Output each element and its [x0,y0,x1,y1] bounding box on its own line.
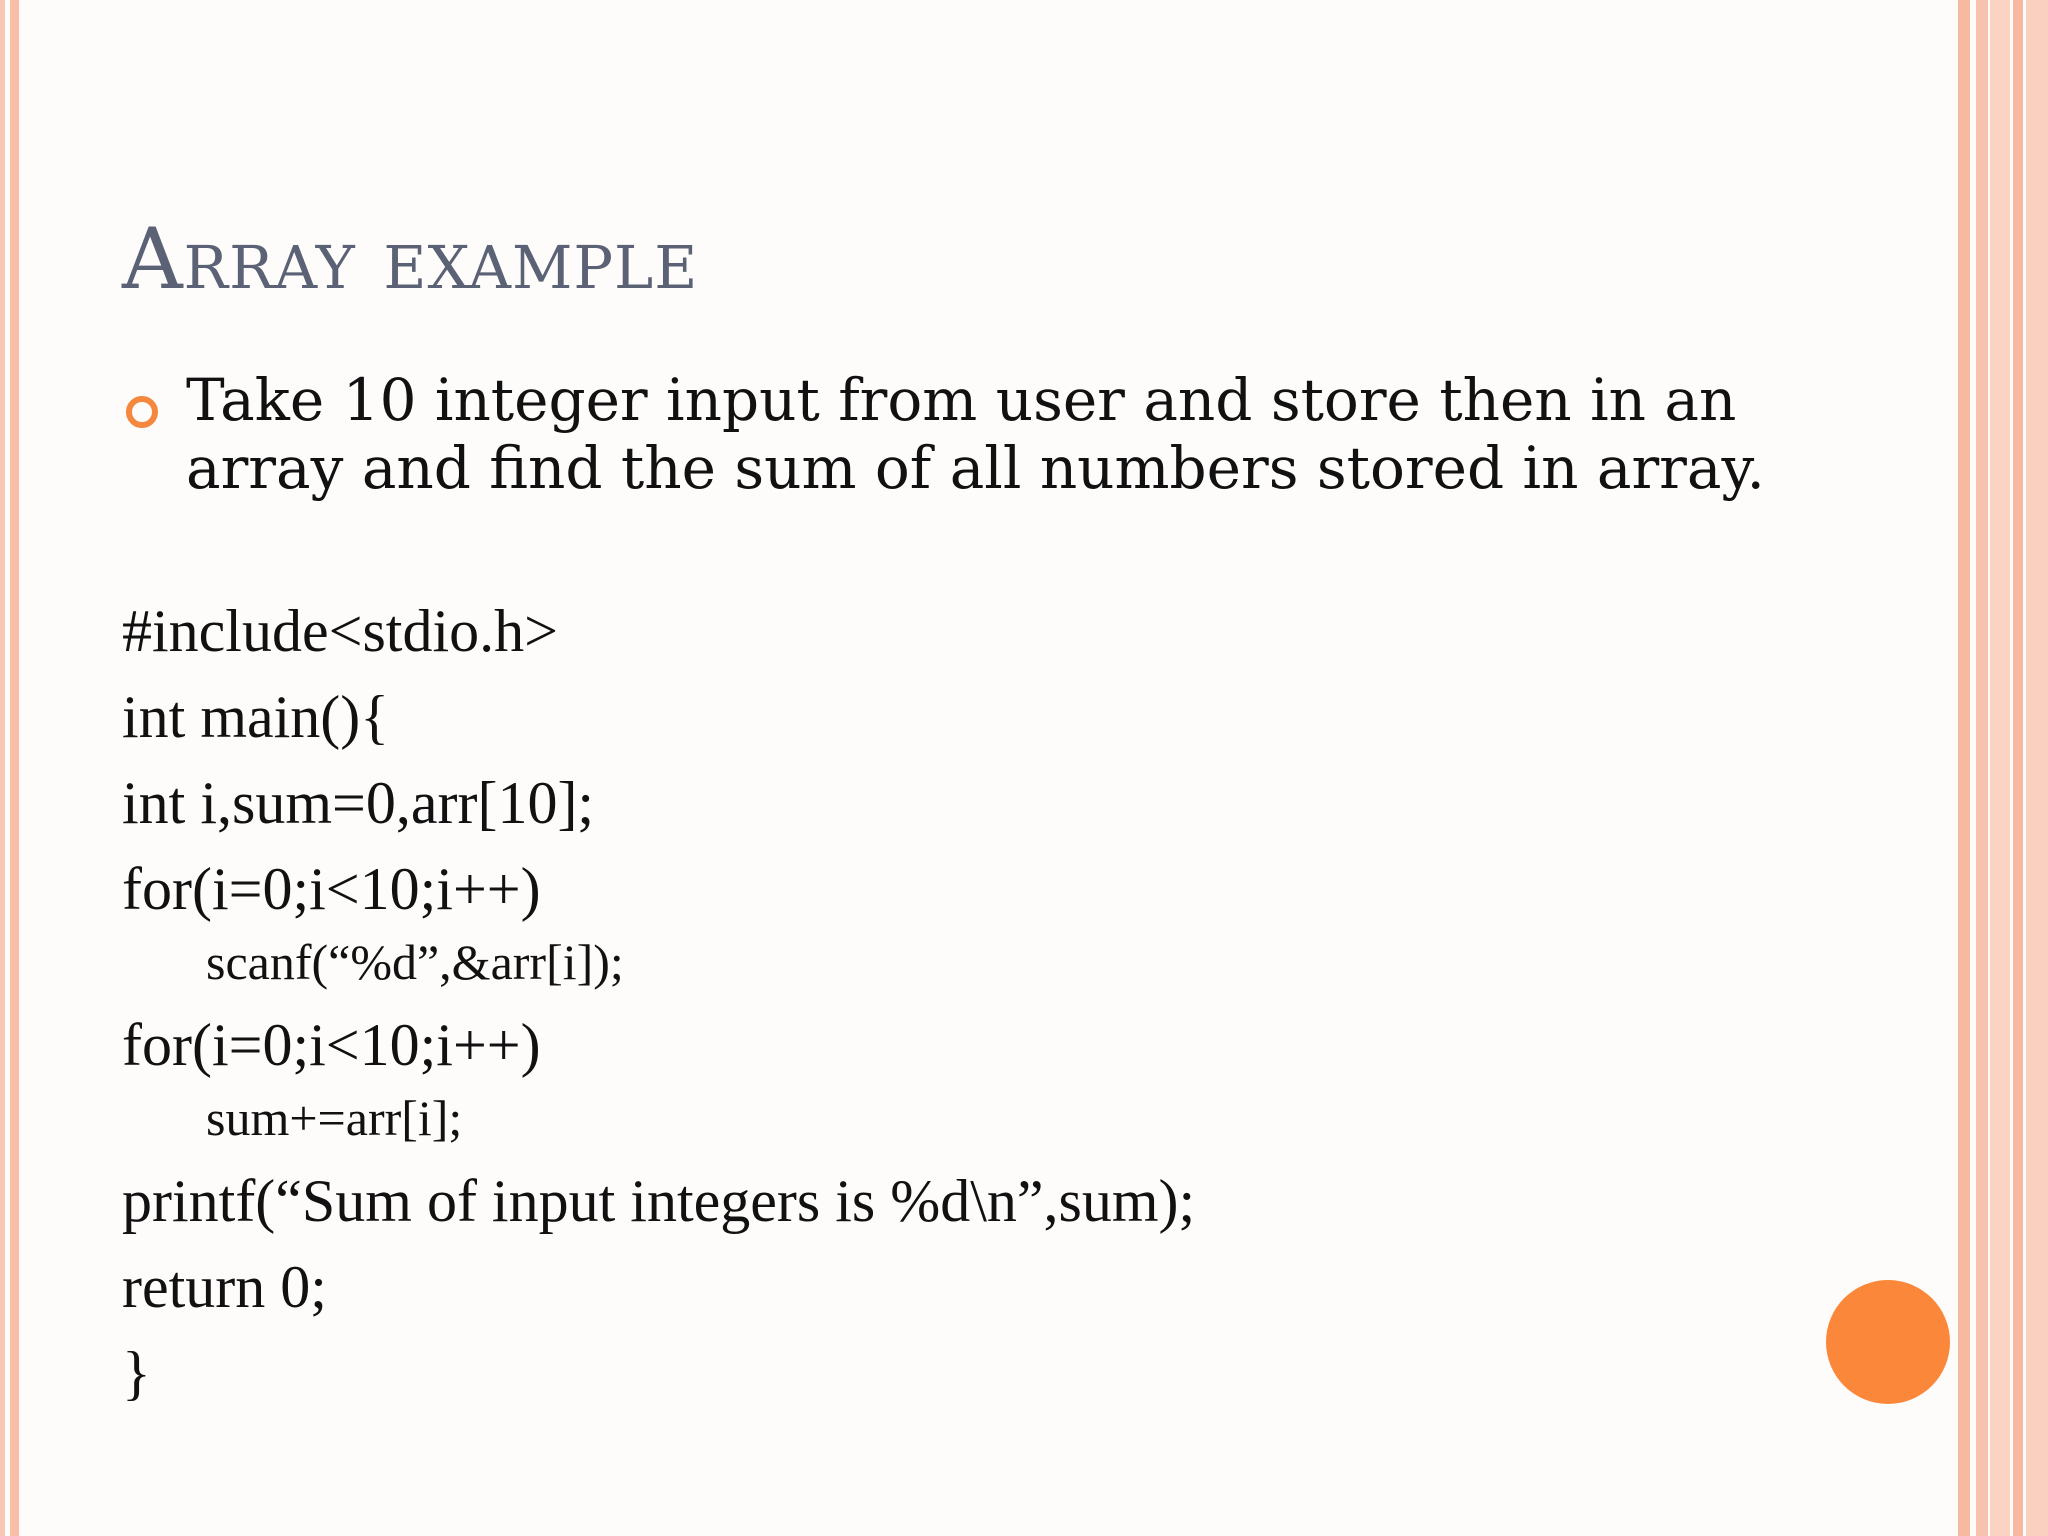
bullet-text: Take 10 integer input from user and store then in an array and find the sum of all numbers stored in array. [186,366,1765,502]
right-border-stripe [1958,0,1970,1536]
slide-title: Array example [122,210,699,308]
right-border-stripe [2026,0,2048,1536]
right-border-stripe [1990,0,2010,1536]
hollow-circle-bullet-icon [126,396,158,428]
right-border-stripe [2013,0,2023,1536]
right-border-stripe [1976,0,1988,1536]
code-line: return 0; [122,1254,327,1320]
code-line: int main(){ [122,684,390,750]
code-line: int i,sum=0,arr[10]; [122,770,595,836]
code-line: scanf(“%d”,&arr[i]); [206,934,624,990]
code-line: sum+=arr[i]; [206,1090,463,1146]
code-line: for(i=0;i<10;i++) [122,856,541,922]
left-border-stripe [10,0,19,1536]
code-line: printf(“Sum of input integers is %d\n”,sum); [122,1168,1196,1234]
left-border-stripe [0,0,5,1536]
code-line: for(i=0;i<10;i++) [122,1012,541,1078]
code-line: #include<stdio.h> [122,598,558,664]
code-line: } [122,1340,151,1406]
orange-circle-decoration [1826,1280,1950,1404]
code-block [122,596,1195,1424]
